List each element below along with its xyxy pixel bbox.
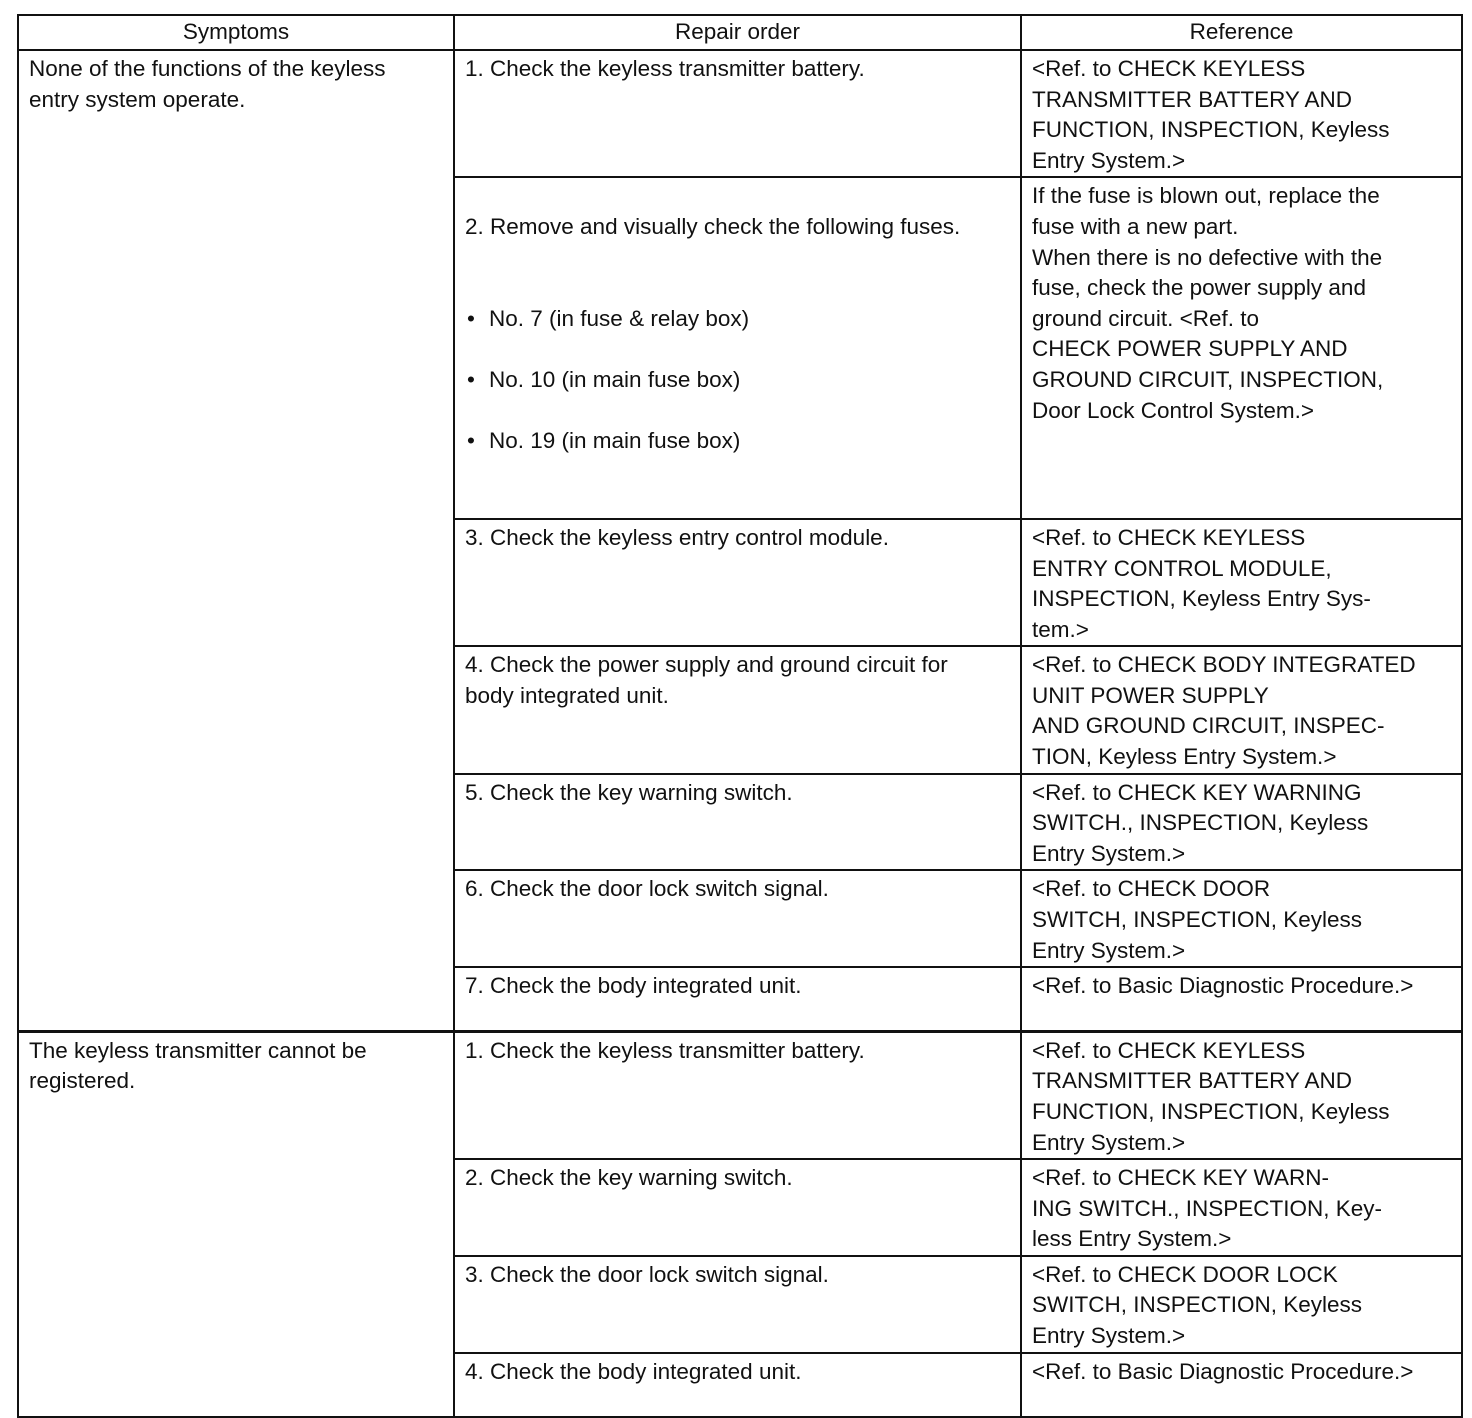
repair-step-cell: 3. Check the keyless entry control module.: [454, 519, 1021, 646]
reference-cell: <Ref. to CHECK BODY INTEGRATED UNIT POWER SUPPLY AND GROUND CIRCUIT, INSPEC- TION, Keyless Entry System.>: [1021, 646, 1462, 773]
header-symptoms: Symptoms: [18, 15, 454, 50]
reference-cell: If the fuse is blown out, replace the fuse with a new part. When there is no defective with the fuse, check the power supply and ground circuit. <Ref. to CHECK POWER SUPPLY AND GROUND CIRCUIT, INSPECTION, Door Lock Control System.>: [1021, 177, 1462, 519]
header-repair-order: Repair order: [454, 15, 1021, 50]
reference-cell: <Ref. to CHECK KEY WARNING SWITCH., INSPECTION, Keyless Entry System.>: [1021, 774, 1462, 871]
reference-cell: <Ref. to Basic Diagnostic Procedure.>: [1021, 967, 1462, 1031]
repair-step-cell: [454, 177, 1021, 519]
reference-cell: <Ref. to CHECK DOOR SWITCH, INSPECTION, Keyless Entry System.>: [1021, 870, 1462, 967]
reference-cell: <Ref. to CHECK KEYLESS TRANSMITTER BATTERY AND FUNCTION, INSPECTION, Keyless Entry System.>: [1021, 1031, 1462, 1159]
repair-step-cell: 7. Check the body integrated unit.: [454, 967, 1021, 1031]
repair-step-cell: 2. Check the key warning switch.: [454, 1159, 1021, 1256]
repair-step-cell: 5. Check the key warning switch.: [454, 774, 1021, 871]
fuse-list: [465, 273, 1012, 487]
list-item: • No. 10 (in main fuse box): [465, 365, 1012, 396]
reference-cell: <Ref. to CHECK KEY WARN- ING SWITCH., INSPECTION, Key- less Entry System.>: [1021, 1159, 1462, 1256]
header-row: [18, 15, 1462, 50]
reference-cell: <Ref. to CHECK KEYLESS ENTRY CONTROL MODULE, INSPECTION, Keyless Entry Sys- tem.>: [1021, 519, 1462, 646]
repair-step-text: 2. Remove and visually check the following fuses.: [465, 213, 961, 239]
repair-step-cell: 4. Check the body integrated unit.: [454, 1353, 1021, 1417]
table-row: [18, 1031, 1462, 1159]
symptom-cell: None of the functions of the keyless entry system operate.: [18, 50, 454, 1031]
symptom-cell: The keyless transmitter cannot be registered.: [18, 1031, 454, 1416]
repair-step-cell: 1. Check the keyless transmitter battery.: [454, 1031, 1021, 1159]
repair-step-cell: 4. Check the power supply and ground circuit for body integrated unit.: [454, 646, 1021, 773]
reference-cell: <Ref. to CHECK KEYLESS TRANSMITTER BATTERY AND FUNCTION, INSPECTION, Keyless Entry System.>: [1021, 50, 1462, 177]
repair-step-cell: 6. Check the door lock switch signal.: [454, 870, 1021, 967]
reference-cell: <Ref. to Basic Diagnostic Procedure.>: [1021, 1353, 1462, 1417]
header-reference: Reference: [1021, 15, 1462, 50]
diagnosis-table: [17, 14, 1463, 1418]
reference-cell: <Ref. to CHECK DOOR LOCK SWITCH, INSPECTION, Keyless Entry System.>: [1021, 1256, 1462, 1353]
table-row: [18, 50, 1462, 177]
repair-step-cell: 3. Check the door lock switch signal.: [454, 1256, 1021, 1353]
list-item: • No. 7 (in fuse & relay box): [465, 304, 1012, 335]
repair-step-cell: 1. Check the keyless transmitter battery.: [454, 50, 1021, 177]
list-item: • No. 19 (in main fuse box): [465, 426, 1012, 457]
